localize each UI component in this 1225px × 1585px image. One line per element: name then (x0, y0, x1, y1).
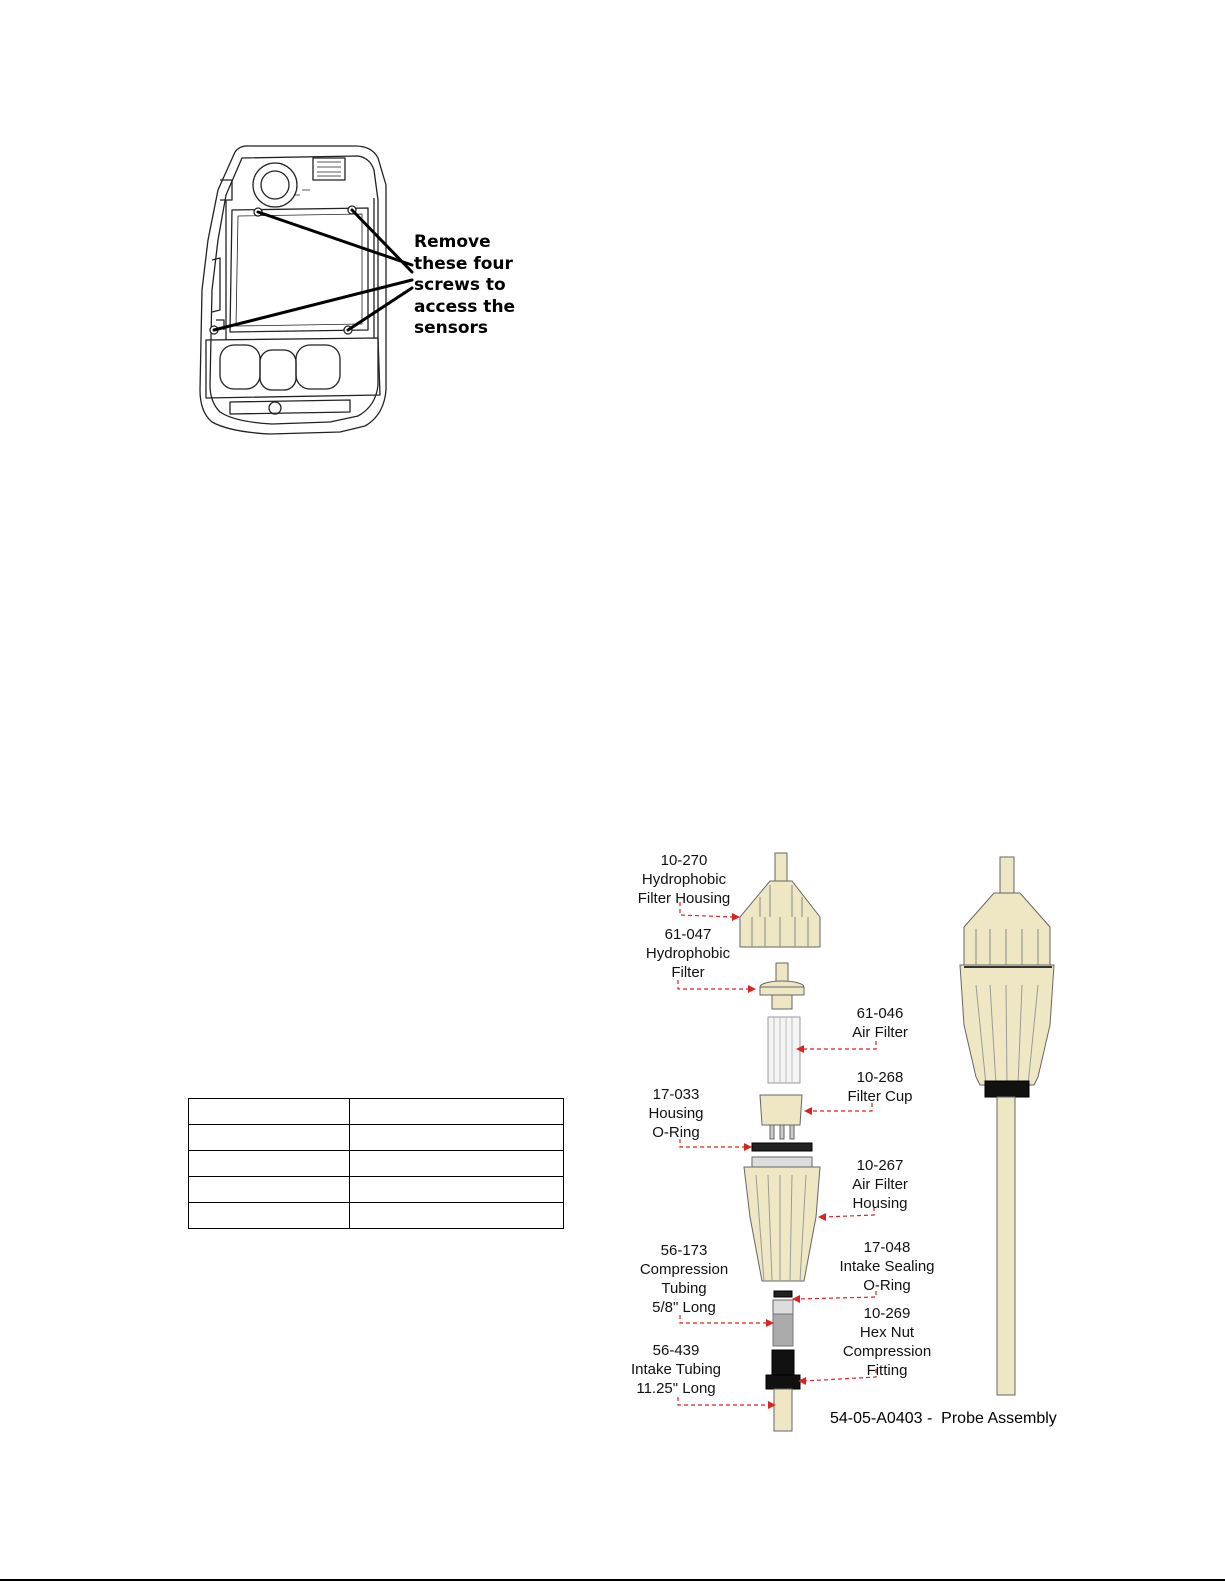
part-name: Compression (842, 1343, 932, 1360)
table-cell (189, 1099, 350, 1125)
part-label-17-033 (634, 1085, 718, 1142)
part-label-10-270 (632, 851, 736, 908)
part-number: 10-268 (856, 1069, 904, 1086)
part-number: 56-173 (660, 1242, 708, 1259)
table-cell (189, 1203, 350, 1229)
part-name: Compression (639, 1261, 729, 1278)
part-name: 11.25" Long (636, 1380, 716, 1397)
part-label-56-173 (632, 1241, 736, 1317)
part-label-17-048 (832, 1238, 942, 1295)
part-name: Filter (671, 964, 705, 981)
part-name: Tubing (661, 1280, 707, 1297)
callout-line: these four (414, 253, 513, 274)
part-number: 61-047 (664, 926, 712, 943)
part-label-61-047 (636, 925, 740, 982)
part-name: Air Filter (852, 1024, 908, 1041)
callout-line: screws to (414, 275, 506, 295)
probe-assembly-caption: 54-05-A0403 - Probe Assembly (830, 1410, 1057, 1427)
empty-table (188, 1098, 564, 1229)
table-row (189, 1125, 564, 1151)
part-number: 17-048 (863, 1239, 911, 1256)
part-name: Intake Sealing (839, 1258, 935, 1275)
part-name: Hydrophobic (641, 871, 727, 888)
callout-line: access the (414, 296, 516, 317)
part-label-61-046 (840, 1004, 920, 1042)
part-name: Filter Housing (637, 890, 731, 907)
part-number: 56-439 (652, 1342, 700, 1359)
table-row (189, 1177, 564, 1203)
table-cell (189, 1177, 350, 1203)
part-label-10-268 (840, 1068, 920, 1106)
part-number: 10-269 (863, 1305, 911, 1322)
table-cell (189, 1151, 350, 1177)
part-name: Hydrophobic (645, 945, 731, 962)
part-number: 10-270 (660, 852, 708, 869)
part-label-56-439 (624, 1341, 728, 1398)
table-cell (350, 1203, 564, 1229)
table-row (189, 1151, 564, 1177)
part-name: Housing (648, 1105, 704, 1122)
table-row (189, 1099, 564, 1125)
part-label-10-269 (832, 1304, 942, 1380)
callout-line: Remove (414, 232, 491, 252)
part-number: 10-267 (856, 1157, 904, 1174)
part-label-10-267 (840, 1156, 920, 1213)
part-name: O-Ring (652, 1124, 700, 1141)
part-name: Housing (852, 1195, 908, 1212)
part-name: Air Filter (852, 1176, 908, 1193)
part-number: 61-046 (856, 1005, 904, 1022)
part-name: 5/8" Long (652, 1299, 716, 1316)
part-name: O-Ring (863, 1277, 911, 1294)
callout-line: sensors (414, 318, 489, 338)
table-cell (350, 1177, 564, 1203)
part-name: Filter Cup (847, 1088, 913, 1105)
table-cell (350, 1125, 564, 1151)
table-row (189, 1203, 564, 1229)
part-name: Intake Tubing (630, 1361, 722, 1378)
screw-removal-callout (414, 232, 544, 340)
page-bottom-rule (0, 1579, 1225, 1581)
table-cell (350, 1099, 564, 1125)
part-name: Hex Nut (859, 1324, 915, 1341)
part-name: Fitting (866, 1362, 908, 1379)
table-cell (350, 1151, 564, 1177)
part-number: 17-033 (652, 1086, 700, 1103)
table-cell (189, 1125, 350, 1151)
